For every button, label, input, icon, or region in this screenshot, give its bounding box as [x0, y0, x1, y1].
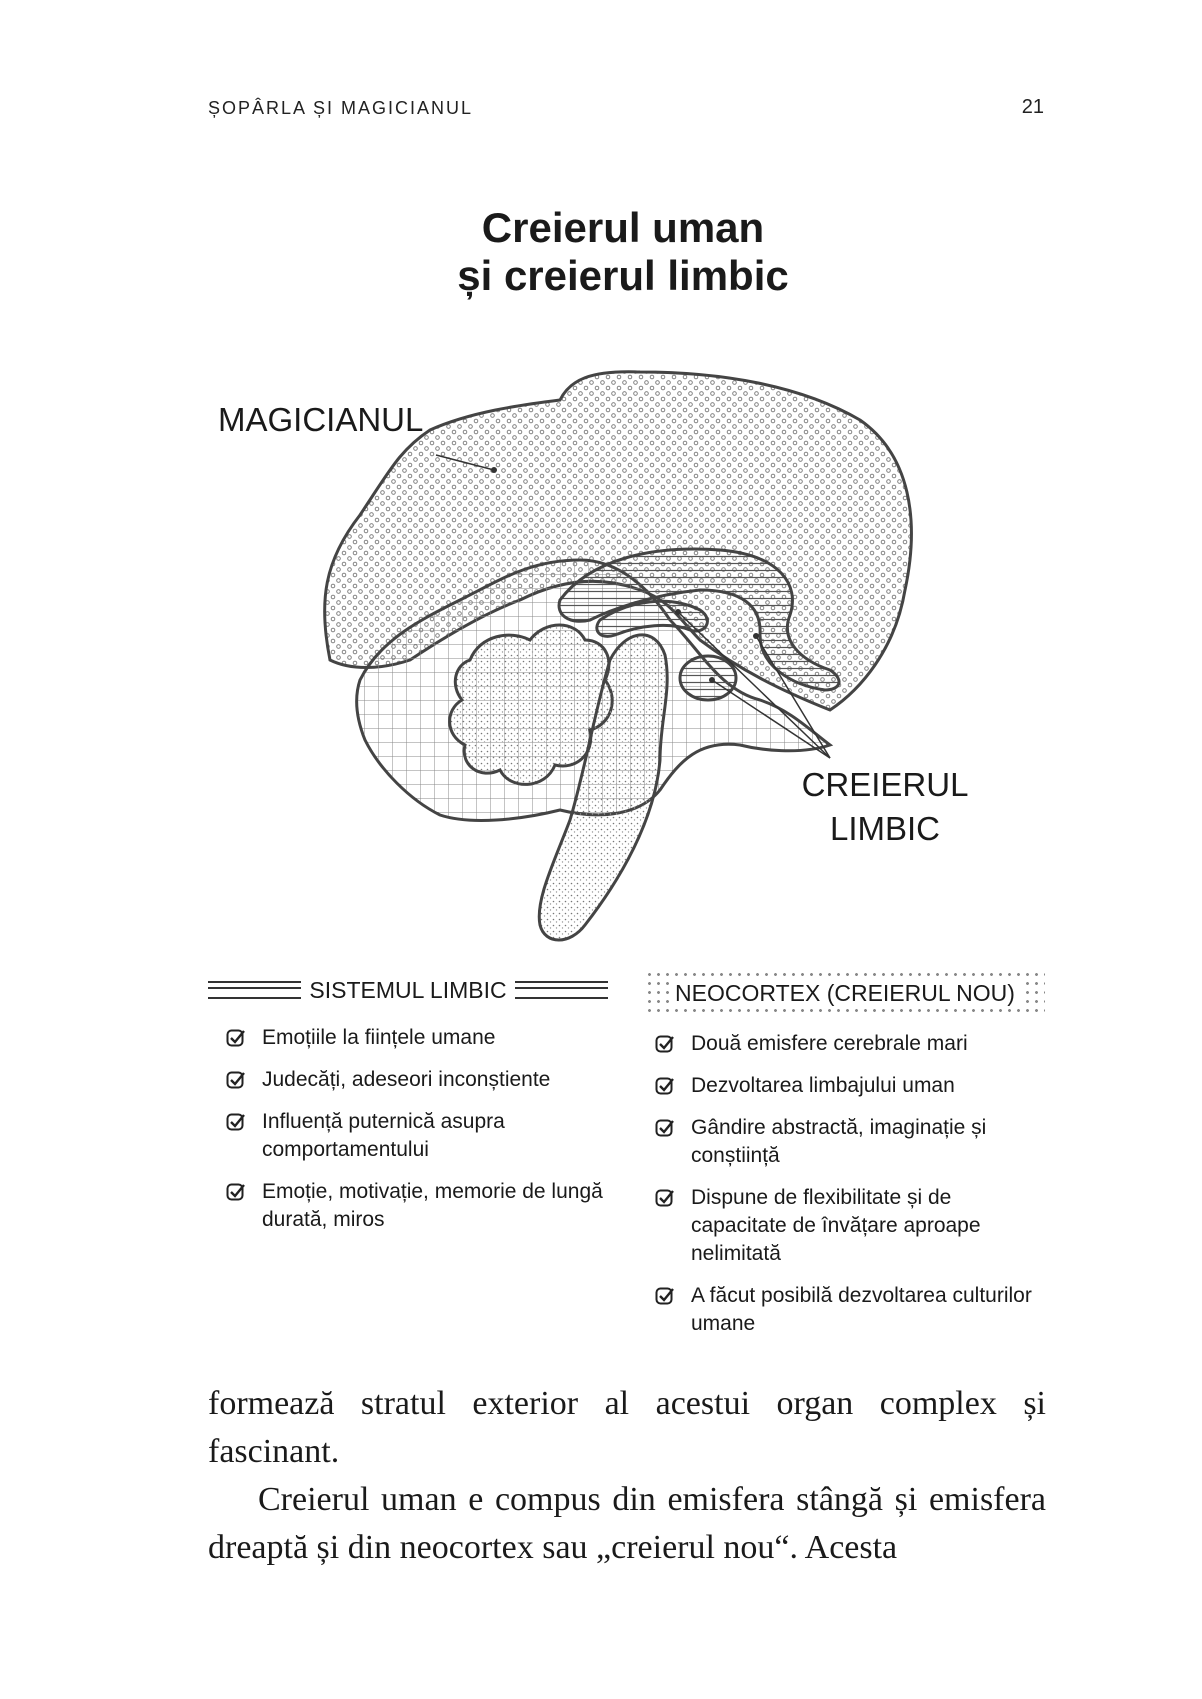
list-item [645, 1184, 1045, 1268]
amygdala-shape [680, 656, 736, 700]
list-item [645, 1072, 1045, 1100]
running-title: ȘOPÂRLA ȘI MAGICIANUL [208, 98, 474, 118]
label-limbic-line-2: LIMBIC [829, 810, 941, 847]
list-item [645, 1114, 1045, 1170]
neocortex-column [645, 970, 1045, 1338]
list-item [208, 1024, 608, 1052]
checkbox-checked-icon [226, 1112, 246, 1132]
limbic-column-header [208, 970, 608, 1010]
checkbox-checked-icon [655, 1188, 675, 1208]
list-item-text: Emoțiile la ființele umane [262, 1026, 496, 1049]
label-limbic [790, 763, 980, 851]
page-number: 21 [1021, 96, 1044, 118]
list-item-text: Gândire abstractă, imaginație și conștiință [691, 1116, 987, 1167]
list-item [208, 1066, 608, 1094]
neocortex-column-title: NEOCORTEX (CREIERUL NOU) [669, 980, 1021, 1007]
header-lines-right [515, 981, 608, 999]
figure-title-line-1: Creierul uman [481, 204, 765, 251]
checkbox-checked-icon [226, 1182, 246, 1202]
limbic-pointer-dot-2 [753, 633, 759, 639]
list-item [645, 1282, 1045, 1338]
checkbox-checked-icon [655, 1076, 675, 1096]
checkbox-checked-icon [655, 1034, 675, 1054]
list-item [208, 1178, 608, 1234]
list-item [208, 1108, 608, 1164]
list-item-text: Două emisfere cerebrale mari [691, 1032, 968, 1055]
limbic-column-title: SISTEMUL LIMBIC [301, 977, 514, 1004]
checkbox-checked-icon [226, 1070, 246, 1090]
list-item-text: Dispune de flexibilitate și de capacitate de învățare aproape nelimitată [691, 1186, 981, 1265]
label-limbic-line-1: CREIERUL [801, 766, 969, 803]
limbic-system-column [208, 970, 608, 1234]
body-paragraph-2: Creierul uman e compus din emisfera stângă și emisfera dreaptă și din neocortex sau „creierul nou“. Acesta [208, 1481, 1046, 1566]
checkbox-checked-icon [226, 1028, 246, 1048]
label-magician: MAGICIANUL [218, 401, 424, 438]
body-paragraph-1: formează stratul exterior al acestui organ complex și fascinant. [208, 1385, 1046, 1470]
limbic-pointer-dot-3 [709, 677, 715, 683]
checkbox-checked-icon [655, 1118, 675, 1138]
checkbox-checked-icon [655, 1286, 675, 1306]
list-item-text: Judecăți, adeseori inconștiente [262, 1068, 551, 1091]
list-item-text: A făcut posibilă dezvoltarea culturilor umane [691, 1284, 1032, 1335]
magician-pointer-dot [491, 467, 497, 473]
neocortex-column-header [645, 970, 1045, 1016]
figure-title-line-2: și creierul limbic [457, 252, 789, 299]
list-item-text: Influență puternică asupra comportamentului [262, 1110, 505, 1161]
list-item-text: Emoție, motivație, memorie de lungă durată, miros [262, 1180, 603, 1231]
header-lines-left [208, 981, 301, 999]
list-item [645, 1030, 1045, 1058]
list-item-text: Dezvoltarea limbajului uman [691, 1074, 955, 1097]
limbic-pointer-dot-1 [675, 609, 681, 615]
